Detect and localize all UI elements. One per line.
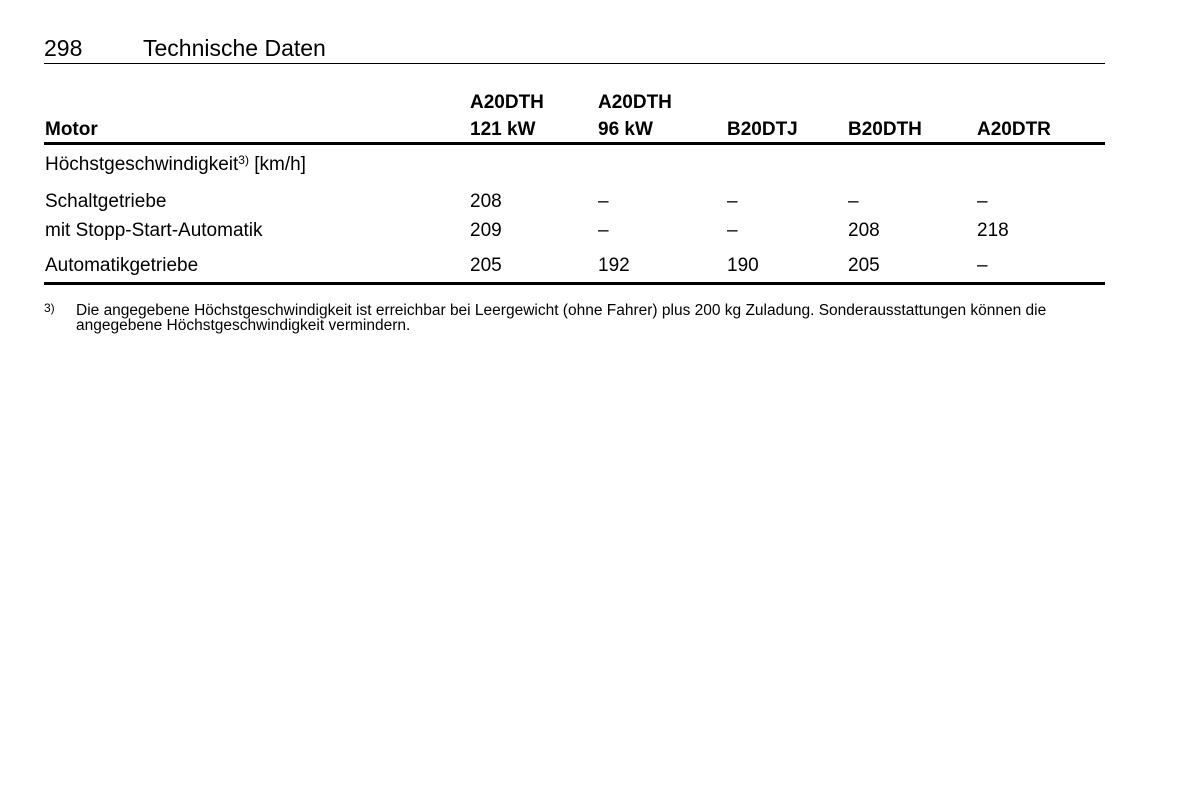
table-cell: – [727, 220, 738, 241]
page-title: Technische Daten [143, 35, 326, 61]
table-bottom-rule [44, 282, 1105, 285]
table-cell: – [848, 191, 859, 212]
header-column-a20dth-96kw-line2: 96 kW [598, 119, 653, 140]
table-cell: 205 [470, 255, 502, 276]
table-cell: – [977, 191, 988, 212]
header-column-a20dtr: A20DTR [977, 119, 1051, 140]
table-cell: 205 [848, 255, 880, 276]
spec-table [44, 86, 1105, 286]
section-heading-top-speed [45, 153, 306, 177]
row-label-automatikgetriebe: Automatikgetriebe [45, 255, 199, 276]
table-cell: – [727, 191, 738, 212]
header-column-b20dtj: B20DTJ [727, 119, 798, 140]
row-label-stopp-start: mit Stopp-Start-Automatik [45, 220, 263, 241]
table-cell: 208 [848, 220, 880, 241]
table-cell: – [598, 220, 609, 241]
header-column-a20dth-121kw-line2: 121 kW [470, 119, 536, 140]
page-number: 298 [44, 35, 83, 61]
page-header [44, 34, 1105, 64]
table-cell: 190 [727, 255, 759, 276]
section-heading-unit: [km/h] [254, 154, 306, 175]
table-cell: – [977, 255, 988, 276]
footnote-text: Die angegebene Höchstgeschwindigkeit ist erreichbar bei Leergewicht (ohne Fahrer) plus 200 kg Zuladung. Sonderausstattungen können die angegebene Höchstgeschwindigkeit vermindern. [76, 302, 1047, 334]
row-label-schaltgetriebe: Schaltgetriebe [45, 191, 167, 212]
table-cell: 192 [598, 255, 630, 276]
table-top-rule [44, 142, 1105, 145]
table-cell: 218 [977, 220, 1009, 241]
header-column-a20dth-96kw-line1: A20DTH [598, 92, 672, 113]
section-heading-text: Höchstgeschwindigkeit [45, 154, 239, 175]
header-column-b20dth: B20DTH [848, 119, 922, 140]
header-motor-label: Motor [45, 119, 98, 140]
footnote-marker: 3) [44, 301, 55, 315]
header-column-a20dth-121kw-line1: A20DTH [470, 92, 544, 113]
table-cell: 209 [470, 220, 502, 241]
table-cell: 208 [470, 191, 502, 212]
footnote-reference: 3) [238, 153, 249, 167]
table-cell: – [598, 191, 609, 212]
